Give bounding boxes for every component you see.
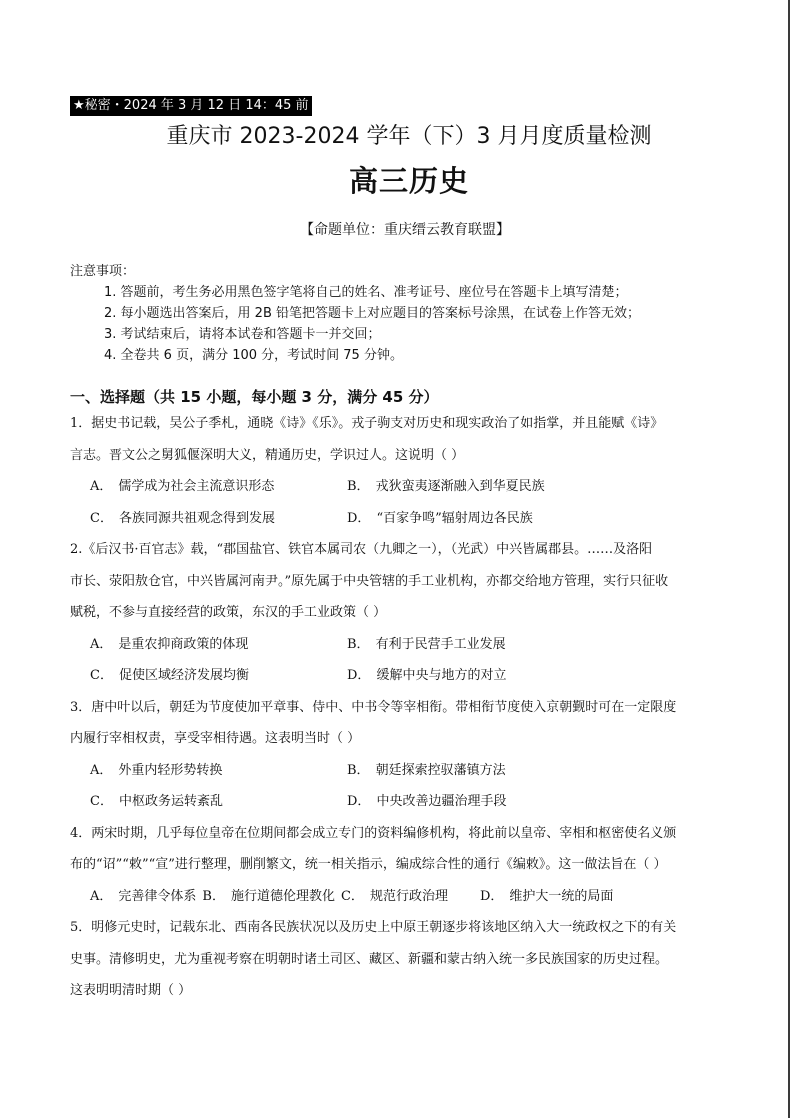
option-letter: A． [90, 888, 113, 904]
note-item: 1. 答题前，考生务必用黑色签字笔将自己的姓名、准考证号、座位号在答题卡上填写清楚； [104, 285, 628, 300]
option-letter: D． [479, 888, 504, 904]
question-stem-line: 市长、荥阳敖仓官，中兴皆属河南尹。”原先属于中央管辖的手工业机构，亦都交给地方管理，实行只征收 [70, 573, 669, 589]
options-row [70, 786, 724, 818]
note-item: 4. 全卷共 6 页，满分 100 分，考试时间 75 分钟。 [104, 348, 403, 363]
question-stem-line: 布的“诏”“敕”“宣”进行整理，删削繁文，统一相关指示，编成综合性的通行《编敕》。这一做法旨在（ ） [70, 857, 667, 872]
option-text: 促使区域经济发展均衡 [118, 668, 249, 683]
option-text: 中枢政务运转紊乱 [118, 794, 223, 809]
option-text: 各族同源共祖观念得到发展 [118, 510, 275, 526]
option-letter: D． [347, 668, 371, 683]
question-stem-line: 3．唐中叶以后，朝廷为节度使加平章事、侍中、中书令等宰相衔。带相衔节度使入京朝觐时可在一定限度 [70, 699, 677, 715]
option-b [347, 471, 604, 503]
note-item: 2. 每小题选出答案后，用 2B 铅笔把答题卡上对应题目的答案标号涂黑，在试卷上作答无效； [104, 306, 640, 321]
question-5 [70, 912, 724, 1007]
question-stem-line: 内履行宰相权责，享受宰相待遇。这表明当时（ ） [70, 731, 361, 746]
question-stem-line: 这表明明清时期（ ） [70, 983, 192, 998]
option-c [341, 881, 448, 913]
exam-notes [70, 262, 640, 366]
option-c [90, 503, 347, 535]
option-text: 中央改善边疆治理手段 [376, 794, 507, 809]
option-letter: A． [90, 762, 113, 778]
option-d [347, 660, 604, 692]
question-stem-line: 赋税，不参与直接经营的政策，东汉的手工业政策（ ） [70, 605, 387, 620]
exam-title: 重庆市 2023-2024 学年（下）3 月月度质量检测 [166, 124, 652, 149]
option-text: 维护大一统的局面 [509, 888, 614, 904]
question-3 [70, 692, 724, 818]
option-text: “百家争鸣”辐射周边各民族 [376, 510, 533, 526]
options-row [70, 755, 724, 787]
option-text: 施行道德伦理教化 [230, 888, 335, 904]
option-d [347, 786, 604, 818]
option-a [90, 629, 347, 661]
question-2 [70, 534, 724, 692]
option-text: 儒学成为社会主流意识形态 [118, 479, 275, 494]
option-b [202, 881, 335, 913]
option-letter: A． [90, 479, 113, 494]
options-row [70, 881, 724, 913]
option-letter: B． [202, 888, 225, 904]
option-letter: C． [90, 794, 113, 809]
question-stem-line: 4．两宋时期，几乎每位皇帝在位期间都会成立专门的资料编修机构，将此前以皇帝、宰相和枢密使名义颁 [70, 825, 677, 841]
option-letter: C． [90, 510, 113, 526]
option-a [90, 755, 347, 787]
option-text: 外重内轻形势转换 [118, 762, 223, 778]
option-letter: D． [347, 510, 371, 526]
option-text: 规范行政治理 [369, 888, 448, 904]
notes-title: 注意事项： [70, 264, 136, 279]
option-letter: A． [90, 636, 113, 652]
question-4 [70, 818, 724, 913]
option-letter: B． [347, 636, 370, 652]
question-stem-line: 言志。晋文公之舅狐偃深明大义，精通历史，学识过人。这说明（ ） [70, 447, 465, 463]
question-stem-line: 5．明修元史时，记载东北、西南各民族状况以及历史上中原王朝逐步将该地区纳入大一统政权之下的有关 [70, 920, 677, 935]
question-stem-line: 史事。清修明史，尤为重视考察在明朝时诸土司区、藏区、新疆和蒙古纳入统一多民族国家的历史过程。 [70, 951, 669, 967]
secret-label: ★秘密・2024 年 3 月 12 日 14：45 前 [70, 96, 312, 116]
option-d [347, 503, 604, 535]
option-b [347, 629, 604, 661]
issuing-unit: 【命题单位：重庆缙云教育联盟】 [300, 222, 510, 238]
question-1 [70, 408, 724, 534]
option-a [90, 471, 347, 503]
question-stem-line: 1．据史书记载，吴公子季札，通晓《诗》《乐》。戎子驹支对历史和现实政治了如指掌，并且能赋《诗》 [70, 416, 664, 431]
question-list [70, 408, 724, 1007]
question-stem-line: 2.《后汉书·百官志》载，“郡国盐官、铁官本属司农（九卿之一），（光武）中兴皆属郡县。……及洛阳 [70, 542, 653, 557]
option-text: 戎狄蛮夷逐渐融入到华夏民族 [375, 479, 545, 494]
option-d [480, 881, 613, 913]
option-letter: C． [340, 888, 364, 904]
option-text: 朝廷探索控驭藩镇方法 [375, 762, 506, 778]
option-text: 缓解中央与地方的对立 [376, 668, 507, 683]
option-b [347, 755, 604, 787]
section-heading-multiple-choice: 一、选择题（共 15 小题，每小题 3 分，满分 45 分） [70, 388, 439, 406]
note-item: 3. 考试结束后，请将本试卷和答题卡一并交回； [104, 327, 381, 342]
options-row [70, 629, 724, 661]
option-text: 完善律令体系 [118, 888, 197, 904]
subject-title: 高三历史 [348, 164, 469, 198]
option-c [90, 786, 347, 818]
options-row [70, 503, 724, 535]
option-letter: C． [90, 668, 113, 683]
option-text: 是重农抑商政策的体现 [118, 636, 249, 652]
option-a [90, 881, 196, 913]
option-letter: B． [347, 479, 370, 494]
option-letter: D． [347, 794, 371, 809]
options-row [70, 660, 724, 692]
option-text: 有利于民营手工业发展 [375, 636, 506, 652]
options-row [70, 471, 724, 503]
option-c [90, 660, 347, 692]
option-letter: B． [347, 762, 370, 778]
